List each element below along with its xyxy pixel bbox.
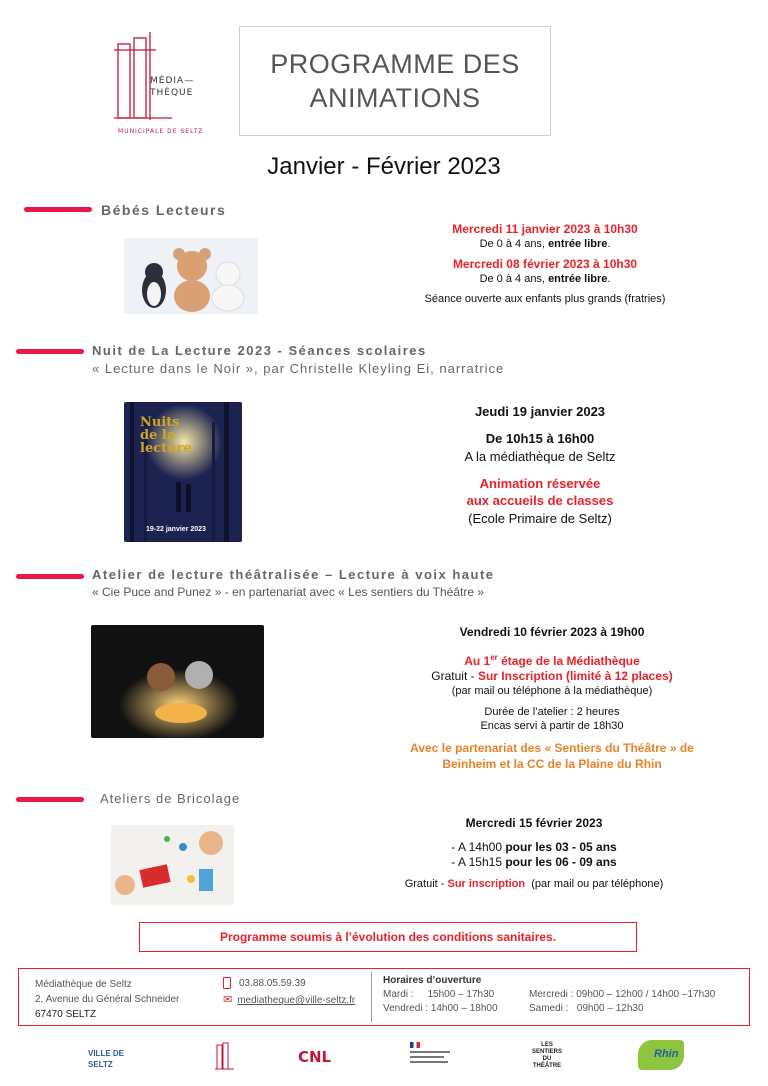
sanitary-notice: Programme soumis à l’évolution des conditions sanitaires. <box>139 922 637 952</box>
bricolage-registration: Gratuit - Sur inscription (par mail ou par téléphone) <box>404 878 664 890</box>
bricolage-slot-1: - A 14h00 pour les 03 - 05 ans <box>451 840 617 854</box>
rhin-logo: Rhin <box>638 1040 694 1076</box>
bebes-details <box>400 222 690 305</box>
section-bar <box>16 797 84 802</box>
bricolage-slot-2: - A 15h15 pour les 06 - 09 ans <box>451 855 617 869</box>
hours-title: Horaires d’ouverture <box>383 975 482 986</box>
phone-icon <box>223 977 231 989</box>
footer-phone-row <box>223 976 355 992</box>
seltz-logo: VILLE DE SELTZ <box>88 1049 125 1069</box>
mediatheque-small-logo <box>214 1040 244 1076</box>
nuit-date: Jeudi 19 janvier 2023 <box>474 404 606 419</box>
footer-contact <box>223 976 355 1009</box>
atelier-details <box>392 625 712 771</box>
footer-phone[interactable]: 03.88.05.59.39 <box>239 978 306 989</box>
section-subtitle-nuit: « Lecture dans le Noir », par Christelle Kleyling Ei, narratrice <box>92 361 505 376</box>
period-title: Janvier - Février 2023 <box>267 153 501 180</box>
atelier-snack: Encas servi à partir de 18h30 <box>480 720 624 732</box>
bebes-illustration <box>124 238 258 314</box>
bebes-age-2: De 0 à 4 ans, entrée libre. <box>479 273 611 285</box>
poster-title: Nuits de la lecture <box>140 415 192 456</box>
bricolage-photo <box>111 825 234 905</box>
footer-street: 2, Avenue du Général Schneider <box>35 994 180 1005</box>
footer-box <box>18 968 750 1026</box>
section-subtitle-atelier: « Cie Puce and Punez » - en partenariat avec « Les sentiers du Théâtre » <box>92 585 485 599</box>
footer-email-row <box>223 992 355 1009</box>
footer-city: 67470 SELTZ <box>35 1009 96 1020</box>
ministere-logo <box>410 1040 460 1076</box>
bebes-date-1: Mercredi 11 janvier 2023 à 10h30 <box>452 222 638 236</box>
logo-subtitle: MUNICIPALE DE SELTZ <box>118 128 204 135</box>
bebes-date-2: Mercredi 08 février 2023 à 10h30 <box>452 257 638 271</box>
nuit-place: A la médiathèque de Seltz <box>464 449 616 464</box>
nuit-reserved-1: Animation réservée <box>479 476 601 491</box>
nuit-reserved-2: aux accueils de classes <box>466 493 614 508</box>
footer-divider <box>371 972 372 1022</box>
atelier-partner-2: Beinheim et la CC de la Plaine du Rhin <box>442 757 662 771</box>
nuit-poster <box>124 402 242 542</box>
atelier-registration: Gratuit - Sur Inscription (limité à 12 places) <box>431 669 673 683</box>
hours-samedi: Samedi : 09h00 – 12h30 <box>529 1003 644 1014</box>
footer-email[interactable]: mediatheque@ville-seltz.fr <box>237 995 356 1006</box>
bricolage-date: Mercredi 15 février 2023 <box>465 816 603 830</box>
poster-dates: 19-22 janvier 2023 <box>146 526 206 533</box>
section-title-bebes: Bébés Lecteurs <box>101 202 227 218</box>
section-bar <box>16 349 84 354</box>
atelier-contact: (par mail ou téléphone à la médiathèque) <box>451 685 653 697</box>
atelier-photo <box>91 625 264 738</box>
footer-address <box>35 977 179 1022</box>
hours-mardi: Mardi : 15h00 – 17h30 <box>383 989 495 1000</box>
hours-vendredi: Vendredi : 14h00 – 18h00 <box>383 1003 498 1014</box>
footer-name: Médiathèque de Seltz <box>35 979 132 990</box>
atelier-date: Vendredi 10 février 2023 à 19h00 <box>459 625 645 639</box>
section-bar <box>16 574 84 579</box>
atelier-partner-1: Avec le partenariat des « Sentiers du Théâtre » de <box>410 741 694 755</box>
footer-hours <box>383 974 498 1016</box>
program-title: PROGRAMME DES ANIMATIONS <box>270 49 520 113</box>
nuit-time: De 10h15 à 16h00 <box>485 431 595 446</box>
mail-icon: ✉ <box>223 994 233 1006</box>
program-title-box <box>239 26 551 136</box>
cnl-logo: CNL <box>298 1048 332 1066</box>
sentiers-logo: LES SENTIERS DU THÉÂTRE <box>531 1042 562 1069</box>
footer-hours-right <box>529 988 715 1016</box>
bebes-age-1: De 0 à 4 ans, entrée libre. <box>479 238 611 250</box>
atelier-duration: Durée de l’atelier : 2 heures <box>484 706 620 718</box>
section-title-atelier: Atelier de lecture théâtralisée – Lecture à voix haute <box>92 567 495 582</box>
section-title-nuit: Nuit de La Lecture 2023 - Séances scolaires <box>92 343 427 358</box>
bebes-note: Séance ouverte aux enfants plus grands (fratries) <box>424 293 666 305</box>
bricolage-details <box>384 816 684 890</box>
nuit-school: (Ecole Primaire de Seltz) <box>468 511 612 526</box>
atelier-floor: Au 1er étage de la Médiathèque <box>464 653 640 668</box>
section-bar <box>24 207 92 212</box>
section-title-bricolage: Ateliers de Bricolage <box>100 791 241 806</box>
hours-mercredi: Mercredi : 09h00 – 12h00 / 14h00 –17h30 <box>529 989 716 1000</box>
nuit-details <box>400 404 680 526</box>
logo-text: MÉDIA— THÈQUE <box>150 76 195 98</box>
